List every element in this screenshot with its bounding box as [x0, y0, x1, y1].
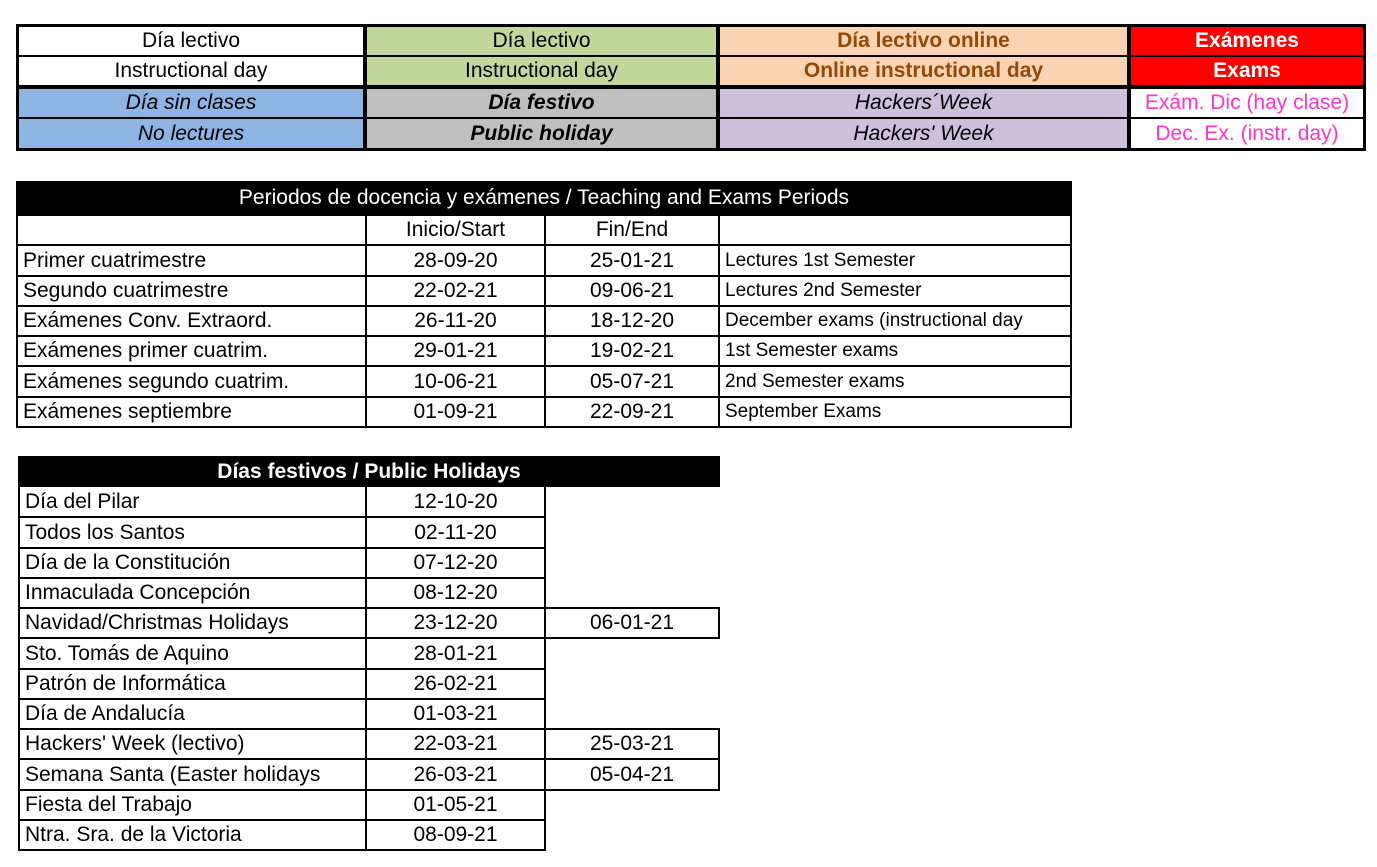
period-name: Exámenes Conv. Extraord.	[23, 309, 273, 332]
holiday-start: 26-02-21	[413, 672, 498, 695]
period-english: Lectures 2nd Semester	[725, 280, 922, 301]
holiday-name: Fiesta del Trabajo	[25, 793, 192, 816]
holiday-name: Ntra. Sra. de la Victoria	[25, 823, 242, 846]
holiday-name: Semana Santa (Easter holidays	[25, 762, 321, 786]
column-header-end: Fin/End	[595, 218, 669, 241]
holiday-name: Inmaculada Concepción	[25, 581, 251, 604]
holiday-start: 08-12-20	[413, 581, 498, 604]
legend-cell: Día lectivo	[367, 27, 716, 55]
holidays-title: Días festivos / Public Holidays	[18, 456, 720, 487]
holiday-end: 05-04-21	[589, 762, 675, 786]
color-legend	[16, 24, 1366, 151]
legend-cell: Exám. Dic (hay clase)	[1131, 89, 1363, 117]
period-name: Exámenes segundo cuatrim.	[23, 369, 290, 393]
period-start: 28-09-20	[413, 248, 498, 272]
holiday-name: Día de la Constitución	[25, 551, 231, 574]
legend-cell: Día lectivo online	[720, 27, 1127, 55]
legend-cell: Día lectivo	[19, 27, 363, 55]
holiday-end: 25-03-21	[589, 732, 675, 755]
holiday-start: 26-03-21	[413, 762, 498, 786]
period-english: September Exams	[725, 401, 882, 422]
holiday-name: Todos los Santos	[25, 520, 185, 544]
legend-cell: Instructional day	[367, 57, 716, 85]
period-english: December exams (instructional day	[725, 310, 1023, 331]
period-name: Exámenes primer cuatrim.	[23, 339, 269, 362]
legend-cell: Dec. Ex. (instr. day)	[1131, 119, 1363, 148]
period-end: 22-09-21	[589, 400, 675, 423]
period-name: Exámenes septiembre	[23, 400, 232, 423]
holiday-name: Hackers' Week (lectivo)	[25, 732, 245, 755]
legend-cell: Hackers´Week	[720, 89, 1127, 117]
period-start: 01-09-21	[413, 400, 498, 423]
holiday-name: Sto. Tomás de Aquino	[25, 641, 229, 665]
legend-cell: Public holiday	[367, 119, 716, 148]
period-start: 10-06-21	[413, 369, 498, 393]
period-start: 26-11-20	[414, 309, 497, 332]
legend-cell: No lectures	[19, 119, 363, 148]
legend-cell: Online instructional day	[720, 57, 1127, 85]
period-name: Segundo cuatrimestre	[23, 279, 229, 302]
legend-cell: Instructional day	[19, 57, 363, 85]
period-english: 2nd Semester exams	[725, 370, 905, 392]
period-english: Lectures 1st Semester	[725, 249, 916, 271]
holiday-name: Navidad/Christmas Holidays	[25, 611, 289, 634]
period-start: 29-01-21	[413, 339, 498, 362]
holiday-start: 12-10-20	[413, 490, 498, 513]
legend-cell: Hackers' Week	[720, 119, 1127, 148]
holiday-name: Patrón de Informática	[25, 672, 226, 695]
holiday-start: 08-09-21	[413, 823, 498, 846]
legend-cell: Día sin clases	[19, 89, 363, 117]
holiday-name: Día del Pilar	[25, 490, 140, 513]
legend-cell: Exams	[1131, 57, 1363, 85]
holiday-start: 07-12-20	[413, 551, 498, 574]
holiday-start: 22-03-21	[413, 732, 498, 755]
holiday-end: 06-01-21	[589, 611, 675, 634]
holiday-start: 02-11-20	[414, 520, 497, 544]
period-end: 19-02-21	[589, 339, 675, 362]
period-end: 18-12-20	[589, 309, 675, 332]
column-header-start: Inicio/Start	[405, 218, 506, 241]
holiday-start: 01-03-21	[413, 702, 498, 725]
holiday-start: 28-01-21	[413, 641, 498, 665]
period-end: 09-06-21	[589, 279, 675, 302]
holiday-name: Día de Andalucía	[25, 702, 185, 725]
legend-cell: Día festivo	[367, 89, 716, 117]
period-name: Primer cuatrimestre	[23, 248, 207, 272]
period-english: 1st Semester exams	[725, 340, 899, 361]
holiday-start: 23-12-20	[413, 611, 498, 634]
period-end: 05-07-21	[589, 369, 675, 393]
period-start: 22-02-21	[413, 279, 498, 302]
period-end: 25-01-21	[589, 248, 675, 272]
periods-title: Periodos de docencia y exámenes / Teaching and Exams Periods	[16, 181, 1072, 214]
holiday-start: 01-05-21	[413, 793, 498, 816]
legend-cell: Exámenes	[1131, 27, 1363, 55]
